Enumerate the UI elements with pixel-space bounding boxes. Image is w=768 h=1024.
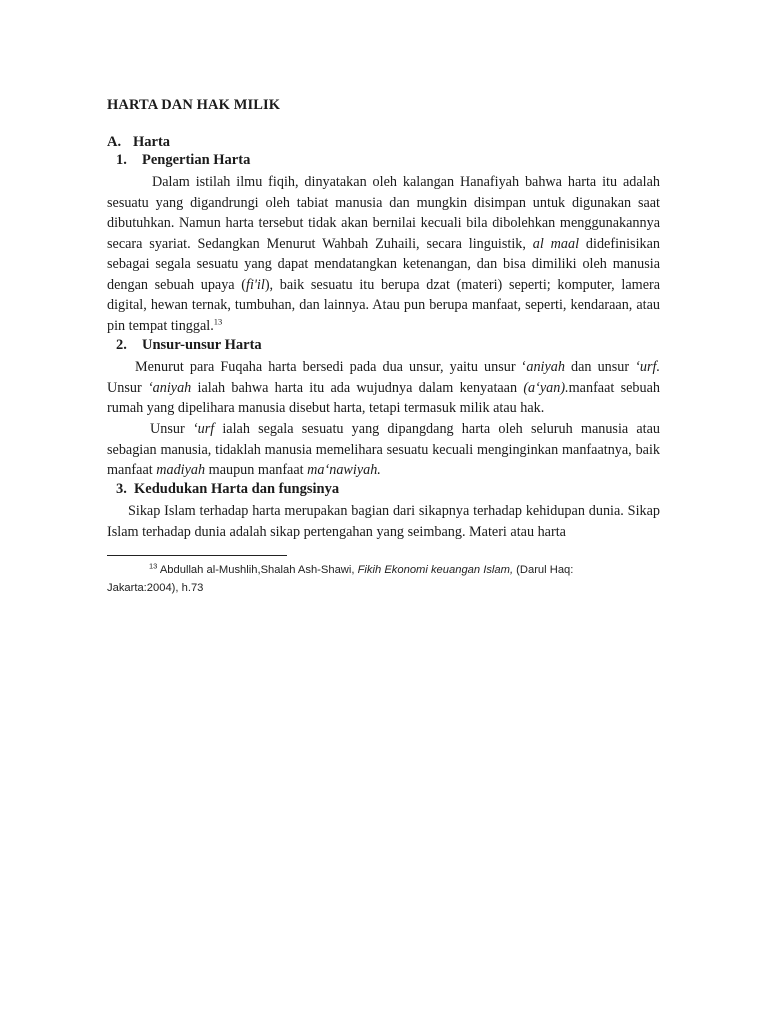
italic-term: ‘urf [192, 421, 215, 437]
italic-term: fi'il [246, 276, 265, 293]
section-letter: A. [107, 134, 122, 150]
subsection-1-heading [116, 152, 250, 169]
text-run: Abdullah al-Mushlih,Shalah Ash-Shawi, [157, 564, 358, 576]
subsection-2-heading [116, 337, 262, 354]
italic-term: (a‘yan). [523, 379, 569, 396]
footnote-separator [107, 555, 287, 556]
subsection-number: 2. [116, 337, 127, 353]
subsection-label: Unsur-unsur Harta [142, 337, 262, 353]
subsection-label: Kedudukan Harta dan fungsinya [134, 481, 340, 497]
text-run: Unsur [107, 379, 148, 396]
page-title: HARTA DAN HAK MILIK [107, 97, 281, 113]
footnote-reference[interactable]: 13 [213, 315, 223, 326]
paragraph-pengertian [107, 172, 660, 336]
text-run: Unsur [150, 421, 193, 437]
footnote [107, 561, 607, 597]
text-run: Menurut para Fuqaha harta bersedi pada dua unsur, yaitu unsur ‘ [135, 359, 527, 375]
text-run: dan unsur [564, 359, 636, 375]
text-run: (Darul Haq: Jakarta:2004), h.73 [107, 564, 574, 594]
section-label: Harta [133, 134, 171, 150]
text-run: didefinisikan sebagai segala sesuatu yang dapat mendatangkan ketenangan, dan bisa dimiliki oleh manusia dengan sebuah upaya ( [107, 235, 660, 293]
text-run: ), baik sesuatu itu berupa dzat (materi) seperti; komputer, lamera digital, hewan ternak, tumbuhan, dan lainnya. Atau pun berupa manfaat, seperti, kendaraan, atau pin tempat tinggal. [107, 276, 661, 334]
italic-title: Fikih Ekonomi keuangan Islam, [357, 564, 514, 576]
footnote-number: 13 [149, 561, 158, 571]
text-run: Dalam istilah ilmu fiqih, dinyatakan oleh kalangan Hanafiyah bahwa harta itu adalah sesuatu yang digandrungi oleh tabiat manusia dan mungkin disimpan untuk digunakan saat dibutuhkan. Namun harta tersebut tidak akan bernilai kecuali bila dibolehkan menggunakannya secara syariat. Sedangkan Menurut Wahbah Zuhaili, secara linguistik, [107, 174, 660, 252]
paragraph-kedudukan [107, 501, 660, 542]
text-run: manfaat sebuah rumah yang dipelihara manusia disebut harta, tetapi termasuk milik atau hak. [107, 379, 660, 416]
subsection-3-heading [116, 481, 339, 498]
subsection-label: Pengertian Harta [142, 152, 251, 168]
italic-term: ma‘nawiyah. [307, 462, 381, 478]
text-run: ialah bahwa harta itu ada wujudnya dalam kenyataan [191, 379, 524, 396]
text-run: Sikap Islam terhadap harta merupakan bagian dari sikapnya terhadap kehidupan dunia. Sikap Islam terhadap dunia adalah sikap pertengahan yang seimbang. Materi atau harta [107, 503, 660, 540]
italic-term: aniyah [526, 359, 565, 375]
italic-term: al maal [532, 235, 580, 252]
paragraph-unsur-urf [107, 419, 660, 481]
subsection-number: 1. [116, 152, 127, 168]
italic-term: ‘aniyah [147, 379, 192, 396]
section-a-heading [107, 134, 170, 151]
italic-term: ‘urf. [635, 359, 660, 375]
text-run: maupun manfaat [205, 462, 308, 478]
paragraph-unsur-aniyah [107, 357, 660, 419]
subsection-number: 3. [116, 481, 127, 497]
italic-term: madiyah [156, 462, 206, 478]
text-run: ialah segala sesuatu yang dipangdang harta oleh seluruh manusia atau sebagian manusia, tidaklah manusia memelihara sesuatu kecuali menginginkan manfaatnya, baik manfaat [107, 421, 661, 478]
